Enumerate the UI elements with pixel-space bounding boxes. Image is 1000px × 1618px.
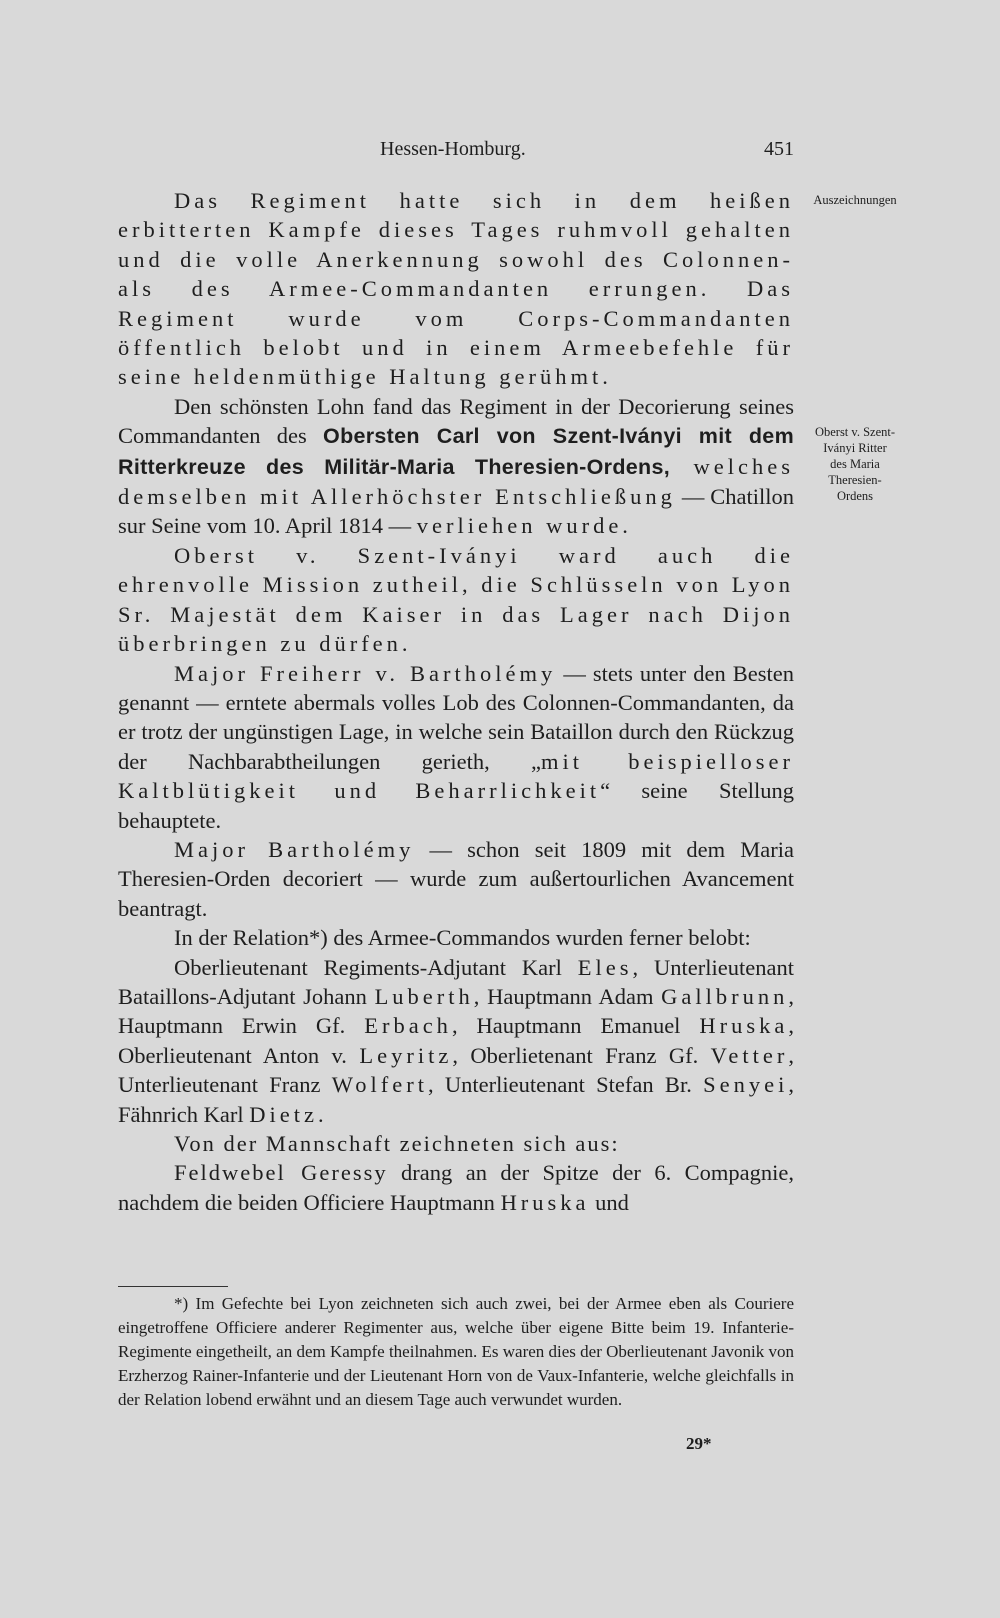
text-run: Major Barthol​émy [174, 836, 415, 862]
paragraph [118, 1158, 794, 1217]
text-run: Vetter [710, 1042, 789, 1068]
text-run: , Unterlieutenant Franz [118, 1042, 794, 1098]
text-run: — schon seit 1809 mit dem Maria Theresien-Orden decoriert — wurde zum außertourlichen Avancement beantragt. [118, 836, 795, 921]
margin-note-line: Theresien- [828, 473, 882, 487]
text-run: Major Freiherr v. Bartholémy [174, 660, 557, 686]
text-run: Oberlieutenant Regiments-Adjutant Karl [174, 954, 578, 980]
margin-note-line: des Maria [830, 457, 880, 471]
text-run: Hruska [699, 1013, 789, 1039]
text-run: . [317, 1101, 324, 1127]
text-run: welches demselben mit Allerhöchster Entschließung [118, 453, 795, 510]
page-number: 451 [764, 138, 794, 160]
text-run: Den schönsten Lohn fand das Regiment in der Decorierung seines Commandanten des [118, 393, 794, 449]
text-run: , Fähnrich Karl [118, 1072, 794, 1127]
text-run: , Hauptmann Emanuel [451, 1013, 700, 1039]
text-run: Von der Mannschaft zeichneten sich aus: [174, 1131, 620, 1156]
margin-note-line: Ordens [836, 489, 874, 503]
footnote [118, 1292, 794, 1412]
margin-note-line: Oberst v. Szent- [814, 425, 896, 439]
text-run: Oberst v. Szent-Iványi ward auch die ehrenvolle Mission zutheil, die Schlüsseln von Lyon Sr. Majestät dem Kaiser in das Lager nach Dijon überbringen zu dürfen. [118, 542, 794, 657]
paragraph [118, 659, 794, 835]
text-run: Erbach [364, 1013, 452, 1039]
text-run: , Unterlieutenant Bataillons-Adjutant Johann [118, 954, 794, 1009]
paragraph [118, 835, 794, 923]
text-run: mit beispielloser Kaltblütigkeit und Beharrlichkeit [118, 748, 794, 804]
text-run: Luberth [374, 983, 474, 1009]
text-run: Feldwebel Geressy [174, 1160, 388, 1186]
main-text [118, 186, 794, 1217]
text-run: Obersten Carl von Szent-Iványi mit dem Ritterkreuze des Militär-Maria Theresien-Ordens, [118, 424, 794, 479]
text-run: und [589, 1189, 629, 1215]
paragraph [118, 541, 794, 659]
margin-note-line: Iványi Ritter [823, 441, 887, 455]
text-run: Leyritz [359, 1042, 453, 1068]
text-run: , Oberlieutenant Anton v. [118, 1013, 794, 1068]
paragraph [118, 953, 794, 1129]
text-run: Das Regiment hatte sich in dem heißen erbitterten Kampfe dieses Tages ruhmvoll gehalten und die volle Anerkennung sowohl des Colonnen- als des Armee-Commandanten errungen. Das Regiment wurde vom Corps-Commandanten öffentlich belobt und in einem Armeebefehle für seine heldenmüthige Haltung gerühmt. [118, 188, 794, 390]
text-run: Senyei [703, 1072, 789, 1098]
text-run: Dietz [249, 1101, 318, 1127]
text-run: drang an der Spitze der 6. Compagnie, nachdem die beiden Officiere Hauptmann [118, 1160, 794, 1215]
margin-note-oberst [805, 424, 905, 504]
text-run: Gallbrunn [661, 983, 789, 1009]
paragraph [118, 186, 794, 392]
sheet-signature: 29* [686, 1434, 712, 1453]
paragraph [118, 1129, 794, 1158]
text-run: , Hauptmann Erwin Gf. [118, 983, 794, 1039]
text-run: , Unterlieutenant Stefan Br. [427, 1072, 704, 1098]
text-run: , Hauptmann Adam [473, 983, 662, 1009]
text-run: “ seine Stellung behauptete. [118, 778, 794, 833]
margin-note-auszeichnungen: Auszeichnungen [813, 193, 897, 207]
text-run: — stets unter den Besten genannt — erntete abermals volles Lob des Colonnen-Commandanten, da er trotz der ungünstigen Lage, in welche sein Bataillon durch den Rückzug der Nachbarabtheilungen gerieth, „ [118, 660, 794, 774]
text-run: In der Relation*) des Armee-Commandos wurden ferner belobt: [174, 925, 751, 951]
text-run: — Chatillon sur Seine vom 10. April 1814 — [118, 484, 795, 539]
footnote-text: *) Im Gefechte bei Lyon zeichneten sich auch zwei, bei der Armee eben als Couriere eingetroffene Officiere anderer Regimenter aus, welche über eigene Bitte beim 19. Infanterie-Regimente eingetheilt, an dem Kampfe theilnahmen. Es waren dies der Oberlieutenant Javonik von Erzherzog Rainer-Infanterie und der Lieutenant Horn von de Vaux-Infanterie, welche gleichfalls in der Relation lobend erwähnt und an diesem Tage auch verwundet wurden. [118, 1294, 795, 1409]
text-run: verliehen wurde. [416, 513, 632, 539]
running-title: Hessen-Homburg. [380, 138, 526, 160]
text-run: , Oberlietenant Franz Gf. [452, 1042, 711, 1068]
paragraph [118, 923, 794, 952]
text-run: Hruska [500, 1189, 590, 1215]
paragraph [118, 392, 794, 541]
text-run: Wolfert [331, 1072, 428, 1098]
footnote-divider [118, 1286, 228, 1287]
text-run: Eles [577, 954, 633, 980]
